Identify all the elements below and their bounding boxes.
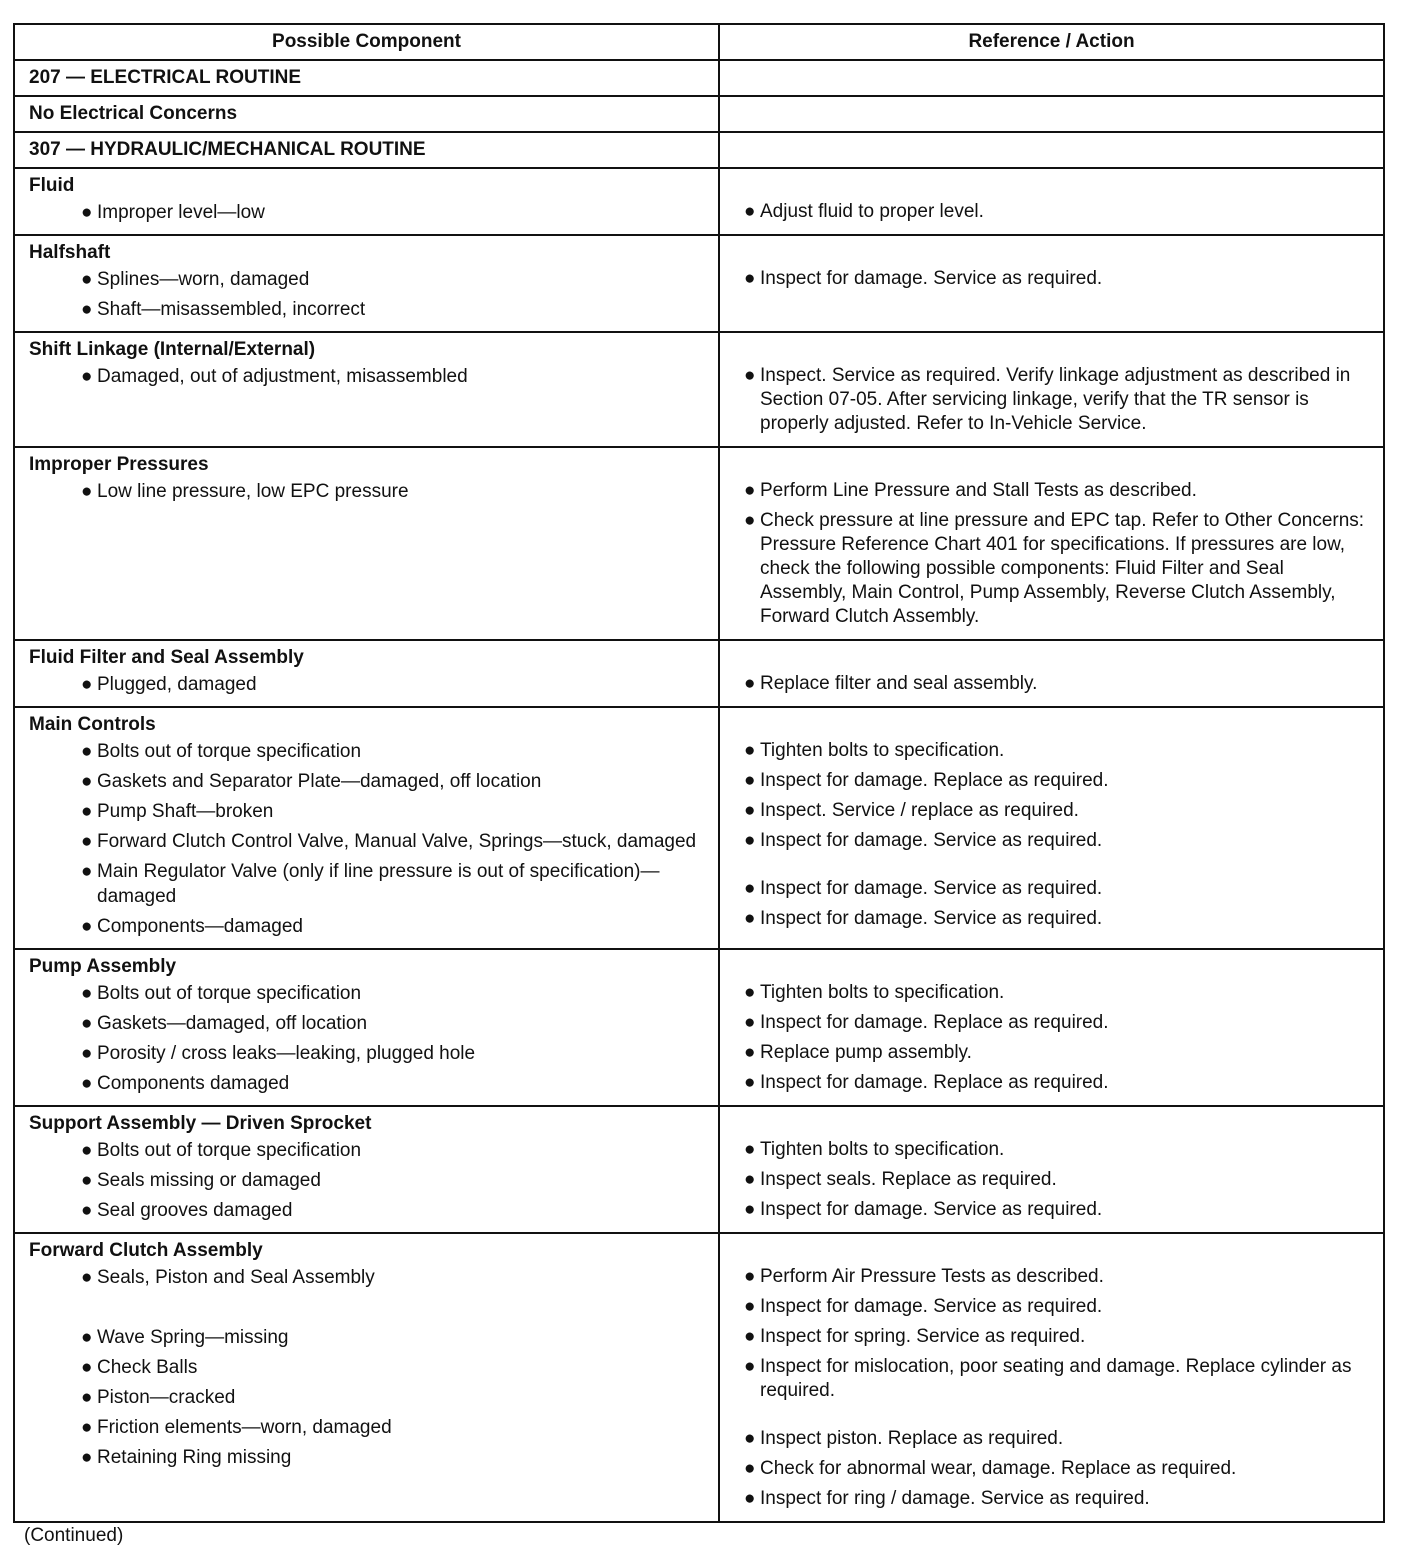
action-cell — [719, 332, 1384, 447]
action-item-text: Inspect seals. Replace as required. — [760, 1169, 1057, 1190]
bullet-icon: ● — [81, 1387, 93, 1408]
action-item-text: Adjust fluid to proper level. — [760, 201, 984, 222]
component-item — [29, 799, 708, 824]
bullet-icon: ● — [744, 830, 756, 851]
component-item — [29, 1265, 708, 1290]
action-spacer — [734, 1112, 1373, 1138]
component-item-text: Shaft—misassembled, incorrect — [97, 299, 366, 320]
bullet-icon: ● — [744, 365, 756, 386]
action-item — [734, 1071, 1373, 1095]
action-item-text: Perform Line Pressure and Stall Tests as described. — [760, 480, 1197, 501]
component-cell — [14, 235, 719, 332]
action-item — [734, 1011, 1373, 1035]
component-title: Forward Clutch Assembly — [29, 1240, 263, 1261]
section-row — [14, 332, 1384, 447]
routine-empty-cell — [719, 96, 1384, 132]
component-item-text: Seals missing or damaged — [97, 1170, 321, 1191]
component-item — [29, 1325, 708, 1350]
component-item — [29, 1041, 708, 1066]
section-row — [14, 1233, 1384, 1522]
bullet-icon: ● — [81, 1417, 93, 1438]
component-item — [29, 1415, 708, 1440]
component-item — [29, 739, 708, 764]
component-item-text: Low line pressure, low EPC pressure — [97, 481, 409, 502]
component-item-text: Improper level—low — [97, 202, 265, 223]
bullet-icon: ● — [744, 908, 756, 929]
bullet-icon: ● — [81, 674, 93, 695]
bullet-icon: ● — [81, 1043, 93, 1064]
action-item-text: Inspect for damage. Service as required. — [760, 830, 1103, 851]
component-item-text: Friction elements—worn, damaged — [97, 1417, 392, 1438]
bullet-icon: ● — [744, 770, 756, 791]
component-item-text: Components damaged — [97, 1073, 290, 1094]
component-title: Support Assembly — Driven Sprocket — [29, 1113, 372, 1134]
bullet-icon: ● — [744, 480, 756, 501]
bullet-icon: ● — [81, 1357, 93, 1378]
component-title: Main Controls — [29, 714, 156, 735]
component-item — [29, 200, 708, 225]
bullet-icon: ● — [81, 299, 93, 320]
component-title: Fluid — [29, 175, 75, 196]
component-item — [29, 1071, 708, 1096]
action-item-text: Inspect. Service / replace as required. — [760, 800, 1079, 821]
bullet-icon: ● — [81, 1327, 93, 1348]
action-item — [734, 1265, 1373, 1289]
component-item-text: Bolts out of torque specification — [97, 1140, 362, 1161]
section-row — [14, 447, 1384, 640]
component-item — [29, 829, 708, 854]
bullet-icon: ● — [81, 1447, 93, 1468]
action-item-text: Perform Air Pressure Tests as described. — [760, 1266, 1104, 1287]
bullet-icon: ● — [81, 1200, 93, 1221]
component-item-text: Components—damaged — [97, 916, 303, 937]
action-spacer — [734, 453, 1373, 479]
action-cell — [719, 447, 1384, 640]
action-spacer — [734, 241, 1373, 267]
bullet-icon: ● — [81, 801, 93, 822]
bullet-icon: ● — [744, 1458, 756, 1479]
component-item — [29, 1198, 708, 1223]
bullet-icon: ● — [744, 1169, 756, 1190]
action-item — [734, 799, 1373, 823]
bullet-icon: ● — [81, 916, 93, 937]
table-header-row — [14, 24, 1384, 60]
component-cell — [14, 1233, 719, 1522]
routine-label: 207 — ELECTRICAL ROUTINE — [14, 60, 719, 96]
action-item-text: Inspect for damage. Replace as required. — [760, 770, 1109, 791]
routine-row — [14, 132, 1384, 168]
component-item-text: Piston—cracked — [97, 1387, 236, 1408]
component-item — [29, 914, 708, 939]
action-item — [734, 1041, 1373, 1065]
component-item-text: Gaskets and Separator Plate—damaged, off location — [97, 771, 542, 792]
component-item-text: Damaged, out of adjustment, misassembled — [97, 366, 468, 387]
component-item-text: Forward Clutch Control Valve, Manual Valve, Springs—stuck, damaged — [97, 831, 697, 852]
bullet-icon: ● — [81, 269, 93, 290]
action-item-text: Replace filter and seal assembly. — [760, 673, 1038, 694]
component-item-text: Splines—worn, damaged — [97, 269, 310, 290]
action-spacer — [734, 713, 1373, 739]
component-item-text: Wave Spring—missing — [97, 1327, 289, 1348]
action-item-text: Inspect for damage. Service as required. — [760, 1296, 1103, 1317]
component-item — [29, 1295, 708, 1320]
bullet-icon: ● — [81, 861, 93, 882]
routine-row — [14, 60, 1384, 96]
component-title: Pump Assembly — [29, 956, 177, 977]
component-item-text: Gaskets—damaged, off location — [97, 1013, 368, 1034]
section-row — [14, 640, 1384, 707]
action-item — [734, 364, 1373, 436]
action-item — [734, 479, 1373, 503]
action-item-text: Inspect for damage. Replace as required. — [760, 1012, 1109, 1033]
component-title: Shift Linkage (Internal/External) — [29, 339, 316, 360]
component-item-text: Retaining Ring missing — [97, 1447, 292, 1468]
action-item-text: Inspect for damage. Replace as required. — [760, 1072, 1109, 1093]
component-item-text: Plugged, damaged — [97, 674, 257, 695]
bullet-icon: ● — [81, 1073, 93, 1094]
action-spacer — [734, 174, 1373, 200]
component-item — [29, 981, 708, 1006]
routine-empty-cell — [719, 132, 1384, 168]
bullet-icon: ● — [81, 202, 93, 223]
action-item — [734, 1198, 1373, 1222]
bullet-icon: ● — [744, 1199, 756, 1220]
bullet-icon: ● — [744, 510, 756, 531]
bullet-icon: ● — [81, 481, 93, 502]
bullet-icon: ● — [81, 1267, 93, 1288]
action-item-text: Inspect for damage. Service as required. — [760, 908, 1103, 929]
section-row — [14, 707, 1384, 949]
section-row — [14, 168, 1384, 235]
action-item — [734, 672, 1373, 696]
action-item — [734, 1295, 1373, 1319]
action-cell — [719, 640, 1384, 707]
bullet-icon: ● — [744, 982, 756, 1003]
action-item-text: Inspect for spring. Service as required. — [760, 1326, 1086, 1347]
bullet-icon: ● — [744, 878, 756, 899]
section-row — [14, 1106, 1384, 1233]
component-cell — [14, 707, 719, 949]
action-item — [734, 877, 1373, 901]
action-item-text: Inspect for mislocation, poor seating and damage. Replace cylinder as required. — [760, 1356, 1352, 1401]
component-item-text: Pump Shaft—broken — [97, 801, 274, 822]
bullet-icon: ● — [744, 800, 756, 821]
component-item — [29, 769, 708, 794]
action-item-text: Tighten bolts to specification. — [760, 1139, 1005, 1160]
component-item — [29, 364, 708, 389]
component-item — [29, 859, 708, 909]
action-item-text: Tighten bolts to specification. — [760, 740, 1005, 761]
component-cell — [14, 447, 719, 640]
action-item — [734, 907, 1373, 931]
component-title: Improper Pressures — [29, 454, 209, 475]
section-row — [14, 235, 1384, 332]
component-item-text: Seals, Piston and Seal Assembly — [97, 1267, 375, 1288]
component-item — [29, 1168, 708, 1193]
component-cell — [14, 949, 719, 1106]
header-reference-action: Reference / Action — [719, 24, 1384, 60]
action-item — [734, 829, 1373, 853]
action-item — [734, 739, 1373, 763]
component-item — [29, 267, 708, 292]
routine-label: 307 — HYDRAULIC/MECHANICAL ROUTINE — [14, 132, 719, 168]
action-item-text: Tighten bolts to specification. — [760, 982, 1005, 1003]
action-item — [734, 769, 1373, 793]
component-item — [29, 297, 708, 322]
bullet-icon: ● — [744, 1139, 756, 1160]
component-item — [29, 479, 708, 504]
section-row — [14, 949, 1384, 1106]
bullet-icon: ● — [81, 831, 93, 852]
action-item-text: Check pressure at line pressure and EPC tap. Refer to Other Concerns: Pressure Reference Chart 401 for specifications. If pressures are low, check the following possible components: Fluid Filter and Seal Assembly, Main Control, Pump Assembly, Reverse Clutch Assembly, Forward Clutch Assembly. — [760, 510, 1365, 627]
component-item — [29, 1138, 708, 1163]
bullet-icon: ● — [81, 771, 93, 792]
bullet-icon: ● — [81, 1140, 93, 1161]
action-spacer — [734, 955, 1373, 981]
action-cell — [719, 1233, 1384, 1522]
bullet-icon: ● — [744, 1488, 756, 1509]
action-item-text: Inspect for damage. Service as required. — [760, 878, 1103, 899]
component-item-text: Main Regulator Valve (only if line pressure is out of specification)—damaged — [97, 861, 660, 907]
bullet-icon: ● — [744, 1072, 756, 1093]
action-spacer — [734, 646, 1373, 672]
bullet-icon: ● — [744, 1356, 756, 1377]
component-item — [29, 1355, 708, 1380]
routine-empty-cell — [719, 60, 1384, 96]
component-item-text: Check Balls — [97, 1357, 198, 1378]
component-cell — [14, 332, 719, 447]
component-item — [29, 1385, 708, 1410]
bullet-icon: ● — [744, 268, 756, 289]
action-item — [734, 1168, 1373, 1192]
bullet-icon: ● — [81, 983, 93, 1004]
action-cell — [719, 168, 1384, 235]
bullet-icon: ● — [744, 673, 756, 694]
action-item-text: Check for abnormal wear, damage. Replace as required. — [760, 1458, 1237, 1479]
header-possible-component: Possible Component — [14, 24, 719, 60]
action-item-text: Inspect for damage. Service as required. — [760, 268, 1103, 289]
bullet-icon: ● — [81, 741, 93, 762]
bullet-icon: ● — [744, 201, 756, 222]
component-cell — [14, 640, 719, 707]
bullet-icon: ● — [744, 1042, 756, 1063]
component-title: Halfshaft — [29, 242, 111, 263]
component-item — [29, 1445, 708, 1470]
action-cell — [719, 949, 1384, 1106]
action-item — [734, 1355, 1373, 1403]
component-item — [29, 1011, 708, 1036]
action-item-text: Inspect for ring / damage. Service as required. — [760, 1488, 1150, 1509]
action-item — [734, 1487, 1373, 1511]
action-item-text: Inspect piston. Replace as required. — [760, 1428, 1064, 1449]
action-item — [734, 981, 1373, 1005]
component-item — [29, 672, 708, 697]
action-cell — [719, 1106, 1384, 1233]
component-item-text: Porosity / cross leaks—leaking, plugged hole — [97, 1043, 476, 1064]
action-cell — [719, 707, 1384, 949]
action-item — [734, 1427, 1373, 1451]
bullet-icon: ● — [81, 1013, 93, 1034]
component-cell — [14, 1106, 719, 1233]
component-item-text: Bolts out of torque specification — [97, 741, 362, 762]
action-item-text: Replace pump assembly. — [760, 1042, 972, 1063]
action-item — [734, 267, 1373, 291]
action-item — [734, 1457, 1373, 1481]
component-item-text: Seal grooves damaged — [97, 1200, 293, 1221]
action-item-text: Inspect. Service as required. Verify linkage adjustment as described in Section 07-05. After servicing linkage, verify that the TR sensor is properly adjusted. Refer to In-Vehicle Service. — [760, 365, 1351, 434]
diagnosis-chart — [13, 23, 1383, 1523]
bullet-icon: ● — [744, 1428, 756, 1449]
action-item — [734, 1325, 1373, 1349]
continued-note: (Continued) — [24, 1525, 124, 1546]
bullet-icon: ● — [744, 1266, 756, 1287]
bullet-icon: ● — [81, 1170, 93, 1191]
bullet-icon: ● — [744, 1296, 756, 1317]
bullet-icon: ● — [744, 740, 756, 761]
action-item-text: Inspect for damage. Service as required. — [760, 1199, 1103, 1220]
component-title: Fluid Filter and Seal Assembly — [29, 647, 304, 668]
action-item — [734, 200, 1373, 224]
bullet-icon: ● — [744, 1012, 756, 1033]
component-item-text: Bolts out of torque specification — [97, 983, 362, 1004]
diagnosis-table — [13, 23, 1385, 1523]
action-item — [734, 509, 1373, 629]
routine-label: No Electrical Concerns — [14, 96, 719, 132]
bullet-icon: ● — [81, 366, 93, 387]
action-item — [734, 1138, 1373, 1162]
routine-row — [14, 96, 1384, 132]
action-spacer — [734, 338, 1373, 364]
action-spacer — [734, 1239, 1373, 1265]
action-cell — [719, 235, 1384, 332]
table-body — [14, 60, 1384, 1522]
component-cell — [14, 168, 719, 235]
bullet-icon: ● — [744, 1326, 756, 1347]
